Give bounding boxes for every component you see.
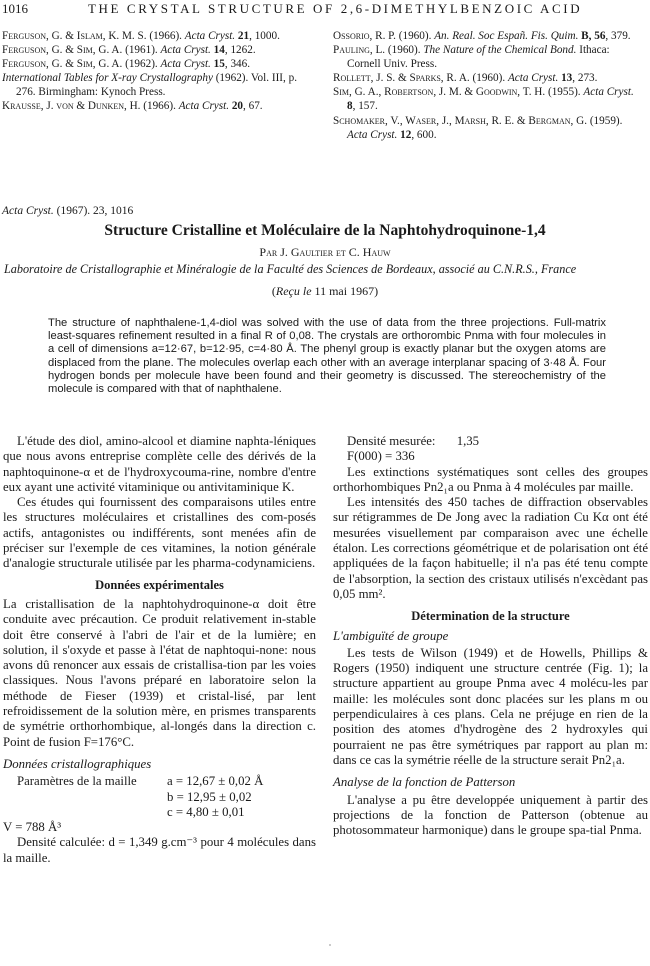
article-affiliation: Laboratoire de Cristallographie et Minéralogie de la Faculté des Sciences de Bordeaux, associé au C.N.R.S., France bbox=[4, 262, 577, 276]
paragraph: Les extinctions systématiques sont celles des groupes orthorhombiques Pn2₁a ou Pnma à 4 molécules par maille. bbox=[333, 464, 648, 494]
reference-item: Schomaker, V., Waser, J., Marsh, R. E. & Bergman, G. (1959). Acta Cryst. 12, 600. bbox=[333, 114, 623, 141]
paragraph: Les intensités des 450 taches de diffraction observables sur rétigrammes de De Jong avec la radiation Cu Kα ont été mesurées visuellement par comparaison avec une échelle étalon. Les corrections géométrique et de polarisation ont été appliquées de la façon habituelle; il n'a pas été tenu compte de l'absorption, la section des cristaux utilisés n'excèdant pas 0,05 mm². bbox=[333, 495, 648, 601]
reference-item: Ferguson, G. & Sim, G. A. (1961). Acta Cryst. 14, 1262. bbox=[2, 44, 256, 57]
abstract: The structure of naphthalene-1,4-diol was solved with the use of data from the three projections. Full-matrix least-squares refinement resulted in a final R of 0,08. The crystals are orthorombic Pnma with four molecules in a cell of dimensions a=12·67, b=12·95, c=4·80 Å. The phenyl group is exactly planar but the oxygen atoms are displaced from the plane. The molecules overlap each other with an average interplanar spacing of 3·48 Å. Four hydrogen bonds per molecule have been found and their geometry is discussed. The stereochemistry of the molecule is compared with that of naphthalene. bbox=[48, 317, 606, 396]
f000: F(000) = 336 bbox=[347, 449, 415, 464]
reference-item: Krausse, J. von & Dunken, H. (1966). Acta Cryst. 20, 67. bbox=[2, 100, 263, 113]
section-heading: Détermination de la structure bbox=[411, 609, 570, 624]
received-date: (Reçu le 11 mai 1967) bbox=[271, 284, 379, 298]
running-title: THE CRYSTAL STRUCTURE OF 2,6-DIMETHYLBENZOIC ACID bbox=[88, 1, 583, 16]
body-column-right bbox=[333, 434, 648, 838]
paragraph: Ces études qui fournissent des comparaisons utiles entre les structures moléculaires et cristallines des com-posés actifs, antagonistes ou indifférents, sont menées afin de préciser sur l'exemple de ces vitamines, la notion générale d'analogie structurale utilisée par les pharma-codynamiciens. bbox=[3, 495, 316, 571]
page-mark bbox=[329, 944, 331, 946]
running-header bbox=[0, 0, 650, 22]
reference-item: Ferguson, G. & Sim, G. A. (1962). Acta Cryst. 15, 346. bbox=[2, 58, 251, 71]
paragraph: La cristallisation de la naphtohydroquinone-α doit être conduite avec précaution. Ce produit relativement in-stable doit être conservé à l'abri de l'air et de la lumière; en solution, il s'oxyde et passe à l'état de naphtoqui-none: nous avons dû renoncer aux essais de cristallisa-tion par les voies classiques. Nous l'avons préparé en laboratoire selon la méthode de Fieser (1939) et cristal-lisé, par lent refroidissement de la solution mère, en prismes transparents de symétrie orthorhombique, al-longés dans la direction c. Point de fusion F=176°C. bbox=[3, 596, 316, 749]
reference-item: Pauling, L. (1960). The Nature of the Chemical Bond. Ithaca: Cornell Univ. Press. bbox=[333, 44, 610, 71]
reference-item: Ossorio, R. P. (1960). An. Real. Soc Españ. Fis. Quim. B, 56, 379. bbox=[333, 30, 631, 42]
article-title: Structure Cristalline et Moléculaire de la Naphtohydroquinone-1,4 bbox=[104, 222, 546, 239]
cell-parameter-c: c = 4,80 ± 0,01 bbox=[167, 804, 245, 819]
paragraph: L'analyse a pu être developpée uniquement à partir des projections de la fonction de Patterson (obtenue au photosommateur harmonique) dans le groupe spa-tial Pnma. bbox=[333, 792, 648, 838]
density-measured: Densité mesurée: 1,35 bbox=[347, 434, 480, 448]
density-calculated: Densité calculée: d = 1,349 g.cm⁻³ pour 4 molécules dans la maille. bbox=[3, 835, 316, 865]
body-column-left bbox=[3, 434, 316, 866]
paragraph: L'étude des diol, amino-alcool et diamine naphta-léniques que nous avons entreprise complète celle des dérivés de la naphtoquinone-α et de l'hydroxycouma-rine, nombre d'entre eux ayant une activité vitaminique ou antivitaminique K. bbox=[3, 434, 316, 494]
reference-item: International Tables for X-ray Crystallography (1962). Vol. III, p. 276. Birmingham: Kynoch Press. bbox=[2, 72, 298, 99]
subsection-heading: Analyse de la fonction de Patterson bbox=[333, 775, 516, 790]
section-heading: Données expérimentales bbox=[95, 577, 224, 592]
reference-item: Ferguson, G. & Islam, K. M. S. (1966). Acta Cryst. 21, 1000. bbox=[2, 30, 280, 42]
subsection-heading: L'ambiguïté de groupe bbox=[333, 628, 449, 643]
references-right bbox=[333, 29, 643, 142]
article-authors: Par J. Gaultier et C. Hauw bbox=[259, 245, 391, 259]
subsection-heading: Données cristallographiques bbox=[3, 756, 152, 771]
cell-volume: V = 788 Å³ bbox=[3, 820, 62, 835]
reference-item: Sim, G. A., Robertson, J. M. & Goodwin, T. H. (1955). Acta Cryst. 8, 157. bbox=[333, 86, 634, 113]
article-citation: Acta Cryst. (1967). 23, 1016 bbox=[2, 205, 134, 217]
cell-parameter-b: b = 12,95 ± 0,02 bbox=[167, 789, 252, 804]
reference-item: Rollett, J. S. & Sparks, R. A. (1960). Acta Cryst. 13, 273. bbox=[333, 72, 598, 85]
cell-parameter-a: Paramètres de la maille a = 12,67 ± 0,02 Å bbox=[17, 774, 264, 789]
paragraph: Les tests de Wilson (1949) et de Howells, Phillips & Rogers (1950) indiquent une structure centrée (Fig. 1); la structure appartient au groupe Pnma avec 4 molécu-les par maille: les molécules sont donc placées sur les plans m ou perpendiculaires à ces plans. Cela ne préjuge en rien de la position des atomes d'hydrogène des 2 hydroxyles qui pourraient ne pas être symétriques par rapport au plan m: dans ce cas la symétrie réelle de la structure serait Pn2₁a. bbox=[333, 645, 648, 767]
page-number: 1016 bbox=[2, 1, 28, 16]
references-left bbox=[2, 29, 307, 114]
